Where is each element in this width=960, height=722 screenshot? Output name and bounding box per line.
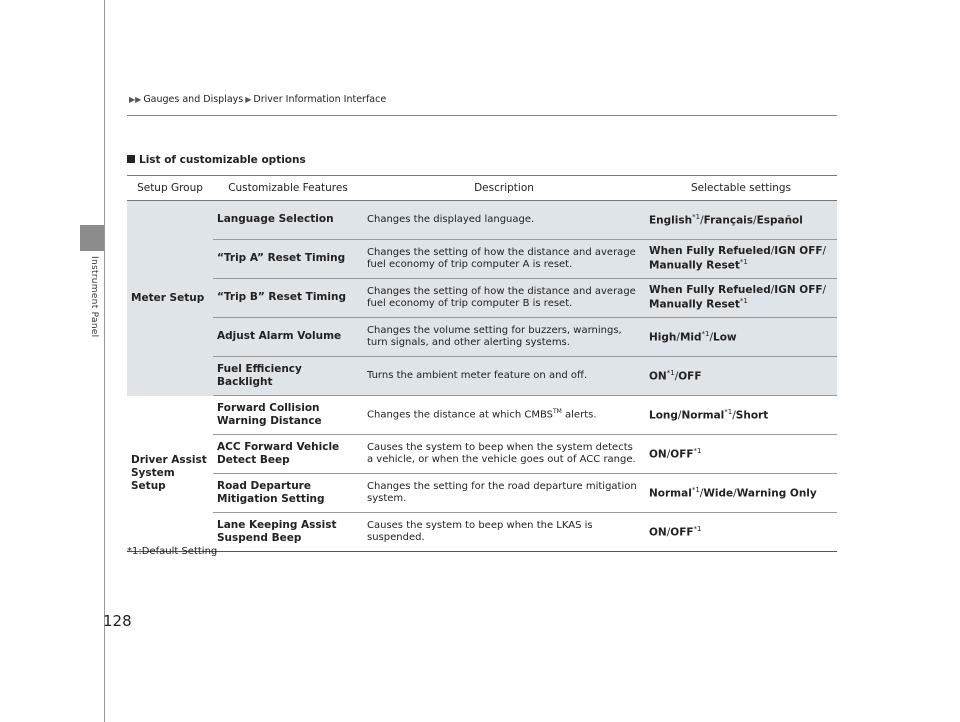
table-row xyxy=(127,396,837,435)
feature-description: Causes the system to beep when the LKAS is suspended. xyxy=(363,513,645,552)
feature-description: Causes the system to beep when the system detects a vehicle, or when the vehicle goes out of ACC range. xyxy=(363,435,645,474)
feature-name: Lane Keeping Assist Suspend Beep xyxy=(213,513,363,552)
customizable-options-table xyxy=(127,175,837,552)
header-divider xyxy=(127,115,837,116)
feature-name: Language Selection xyxy=(213,201,363,240)
feature-name: Road Departure Mitigation Setting xyxy=(213,474,363,513)
feature-name: “Trip B” Reset Timing xyxy=(213,279,363,318)
feature-name: Fuel Efficiency Backlight xyxy=(213,357,363,396)
selectable-settings: English$^{*1}$/Français/Español xyxy=(645,201,837,240)
feature-description: Changes the setting of how the distance and average fuel economy of trip computer B is reset. xyxy=(363,279,645,318)
table-row xyxy=(127,201,837,240)
header-description: Description xyxy=(363,176,645,201)
feature-description: Turns the ambient meter feature on and off. xyxy=(363,357,645,396)
table-row xyxy=(127,318,837,357)
table-header-row xyxy=(127,176,837,201)
feature-name: “Trip A” Reset Timing xyxy=(213,240,363,279)
header-settings: Selectable settings xyxy=(645,176,837,201)
breadcrumb-item-gauges[interactable]: Gauges and Displays xyxy=(143,94,244,105)
table-row xyxy=(127,513,837,552)
header-features: Customizable Features xyxy=(213,176,363,201)
setup-group-meter: Meter Setup xyxy=(127,201,213,396)
page-number: 128 xyxy=(103,612,132,630)
breadcrumb-arrow-icon: ▶▶ xyxy=(129,95,142,104)
feature-name: Adjust Alarm Volume xyxy=(213,318,363,357)
feature-description: Changes the setting for the road departure mitigation system. xyxy=(363,474,645,513)
selectable-settings: Normal$^{*1}$/Wide/Warning Only xyxy=(645,474,837,513)
selectable-settings: ON/OFF$^{*1}$ xyxy=(645,435,837,474)
selectable-settings: Long/Normal$^{*1}$/Short xyxy=(645,396,837,435)
selectable-settings: When Fully Refueled/IGN OFF/ Manually Reset$^{*1}$ xyxy=(645,240,837,279)
feature-name: Forward Collision Warning Distance xyxy=(213,396,363,435)
sidebar-section-label: Instrument Panel xyxy=(89,256,99,338)
feature-name: ACC Forward Vehicle Detect Beep xyxy=(213,435,363,474)
table-row xyxy=(127,240,837,279)
square-bullet-icon xyxy=(127,155,135,163)
setup-group-driver-assist: Driver Assist System Setup xyxy=(127,396,213,552)
table-row xyxy=(127,279,837,318)
feature-description: Changes the setting of how the distance and average fuel economy of trip computer A is reset. xyxy=(363,240,645,279)
breadcrumb-item-dii[interactable]: Driver Information Interface xyxy=(253,94,387,105)
selectable-settings: ON/OFF$^{*1}$ xyxy=(645,513,837,552)
selectable-settings: When Fully Refueled/IGN OFF/ Manually Reset$^{*1}$ xyxy=(645,279,837,318)
header-setup-group: Setup Group xyxy=(127,176,213,201)
section-title: List of customizable options xyxy=(127,154,306,166)
breadcrumb-arrow-icon: ▶ xyxy=(245,95,252,104)
selectable-settings: ON$^{*1}$/OFF xyxy=(645,357,837,396)
section-tab-marker xyxy=(80,225,104,251)
table-row xyxy=(127,357,837,396)
default-setting-footnote: *1:Default Setting xyxy=(127,546,218,557)
breadcrumb xyxy=(127,94,386,105)
table-row xyxy=(127,435,837,474)
feature-description: Changes the displayed language. xyxy=(363,201,645,240)
table-row xyxy=(127,474,837,513)
feature-description: Changes the volume setting for buzzers, warnings, turn signals, and other alerting systems. xyxy=(363,318,645,357)
selectable-settings: High/Mid$^{*1}$/Low xyxy=(645,318,837,357)
feature-description: Changes the distance at which CMBS™ alerts. xyxy=(363,396,645,435)
